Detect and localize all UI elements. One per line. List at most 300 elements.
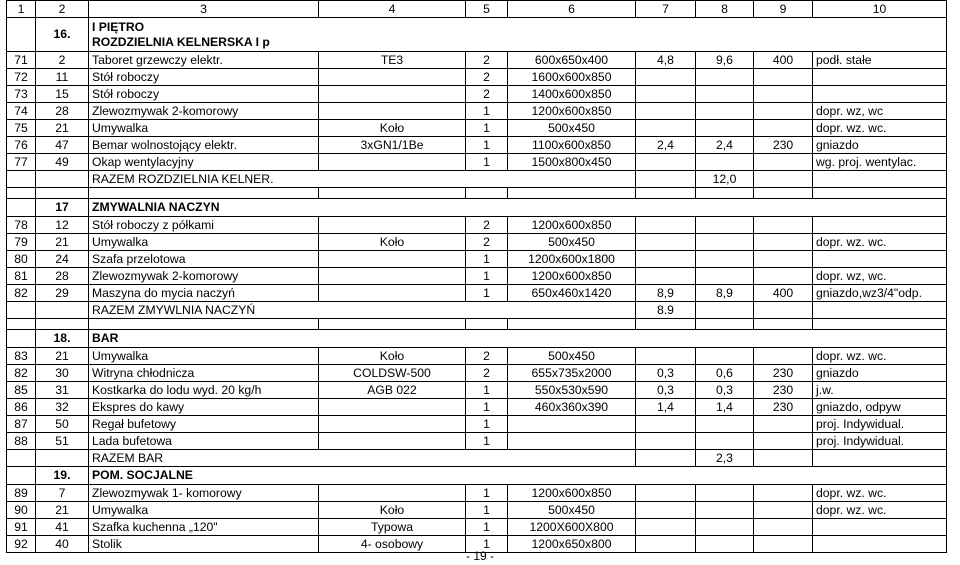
cell <box>696 302 754 319</box>
table-cell: 500x450 <box>508 120 636 137</box>
table-cell <box>319 217 466 234</box>
table-cell: 2,4 <box>636 137 696 154</box>
table-cell: Regał bufetowy <box>89 416 319 433</box>
table-cell: Stolik <box>89 536 319 553</box>
table-cell: Lada bufetowa <box>89 433 319 450</box>
table-cell: 2,4 <box>696 137 754 154</box>
table-cell: gniazdo <box>813 137 947 154</box>
section-title-line: ROZDZIELNIA KELNERSKA I p <box>92 34 270 49</box>
cell <box>754 319 813 330</box>
cell <box>466 188 508 199</box>
table-row <box>7 234 947 251</box>
table-cell: 1 <box>466 154 508 171</box>
table-cell: 1 <box>466 519 508 536</box>
table-row <box>7 268 947 285</box>
spacer-row <box>7 319 947 330</box>
table-cell: 80 <box>7 251 36 268</box>
cell <box>89 188 319 199</box>
section-title <box>89 18 947 52</box>
table-cell: 8,9 <box>636 285 696 302</box>
cell <box>696 319 754 330</box>
table-cell <box>754 69 813 86</box>
table-cell <box>319 433 466 450</box>
table-cell: dopr. wz, wc <box>813 103 947 120</box>
cell <box>7 199 36 217</box>
table-cell: Szafka kuchenna „120" <box>89 519 319 536</box>
cell <box>754 188 813 199</box>
cell <box>319 319 466 330</box>
table-cell: 41 <box>36 519 89 536</box>
table-cell: 1 <box>466 416 508 433</box>
table-row <box>7 502 947 519</box>
table-cell: 1 <box>466 268 508 285</box>
table-cell <box>696 103 754 120</box>
table-row <box>7 399 947 416</box>
cell <box>813 188 947 199</box>
table-cell: 29 <box>36 285 89 302</box>
table-cell <box>636 519 696 536</box>
total-label: RAZEM ZMYWLNIA NACZYŃ <box>89 302 636 319</box>
section-number: 17 <box>36 199 89 217</box>
table-cell <box>319 416 466 433</box>
table-row <box>7 86 947 103</box>
table-cell: 82 <box>7 285 36 302</box>
table-cell <box>319 154 466 171</box>
table-cell <box>754 433 813 450</box>
table-cell: gniazdo <box>813 365 947 382</box>
table-cell: 2 <box>466 234 508 251</box>
table-cell: 2 <box>466 52 508 69</box>
table-cell: 2 <box>466 86 508 103</box>
table-cell: 32 <box>36 399 89 416</box>
table-cell <box>754 251 813 268</box>
section-title-line: ZMYWALNIA NACZYN <box>92 200 220 215</box>
table-cell: 1 <box>466 399 508 416</box>
table-cell: Stół roboczy <box>89 69 319 86</box>
table-cell: 7 <box>36 485 89 502</box>
table-cell: 50 <box>36 416 89 433</box>
table-cell: 21 <box>36 502 89 519</box>
table-cell <box>508 416 636 433</box>
table-cell <box>319 485 466 502</box>
section-number: 16. <box>36 18 89 52</box>
table-cell <box>696 69 754 86</box>
table-cell: 24 <box>36 251 89 268</box>
table-cell: Umywalka <box>89 234 319 251</box>
table-cell <box>754 234 813 251</box>
equipment-table <box>6 0 947 553</box>
table-cell: 89 <box>7 485 36 502</box>
table-cell: 400 <box>754 52 813 69</box>
table-cell: 400 <box>754 285 813 302</box>
table-cell: 9,6 <box>696 52 754 69</box>
table-cell: 90 <box>7 502 36 519</box>
table-cell <box>636 416 696 433</box>
table-cell <box>319 285 466 302</box>
section-header-row <box>7 18 947 52</box>
cell <box>7 188 36 199</box>
table-cell <box>696 120 754 137</box>
section-number: 18. <box>36 330 89 348</box>
table-cell: 75 <box>7 120 36 137</box>
table-cell: 1600x600x850 <box>508 69 636 86</box>
table-cell: 47 <box>36 137 89 154</box>
table-cell: 1100x600x850 <box>508 137 636 154</box>
table-cell: 2 <box>36 52 89 69</box>
table-row <box>7 348 947 365</box>
table-cell <box>754 154 813 171</box>
table-cell: 500x450 <box>508 348 636 365</box>
table-cell: 86 <box>7 399 36 416</box>
column-number-row <box>7 1 947 18</box>
section-header-row <box>7 330 947 348</box>
table-cell <box>319 69 466 86</box>
table-cell: 1200x600x1800 <box>508 251 636 268</box>
total-row <box>7 450 947 467</box>
cell <box>813 302 947 319</box>
table-cell <box>636 433 696 450</box>
table-cell: 73 <box>7 86 36 103</box>
table-cell: 4- osobowy <box>319 536 466 553</box>
table-cell <box>636 69 696 86</box>
table-cell: 1,4 <box>696 399 754 416</box>
cell <box>36 319 89 330</box>
table-cell: 2 <box>466 365 508 382</box>
table-cell: 79 <box>7 234 36 251</box>
table-cell: 40 <box>36 536 89 553</box>
table-cell <box>696 268 754 285</box>
page-number: - 19 - <box>465 549 494 563</box>
table-cell: 28 <box>36 103 89 120</box>
table-cell: 230 <box>754 382 813 399</box>
cell <box>754 302 813 319</box>
table-cell <box>636 154 696 171</box>
cell <box>813 319 947 330</box>
section-title <box>89 467 947 485</box>
table-cell: 21 <box>36 120 89 137</box>
table-cell: Koło <box>319 234 466 251</box>
table-cell <box>813 519 947 536</box>
table-cell: 600x650x400 <box>508 52 636 69</box>
table-cell: 230 <box>754 399 813 416</box>
table-cell <box>636 120 696 137</box>
table-row <box>7 251 947 268</box>
table-cell: 0,3 <box>636 382 696 399</box>
table-cell: 74 <box>7 103 36 120</box>
table-cell: 1 <box>466 536 508 553</box>
cell <box>7 171 36 188</box>
column-number: 1 <box>7 1 36 18</box>
column-number: 4 <box>319 1 466 18</box>
table-cell: 1500x800x450 <box>508 154 636 171</box>
total-row <box>7 171 947 188</box>
table-cell: 91 <box>7 519 36 536</box>
table-cell: 1 <box>466 285 508 302</box>
table-cell: 30 <box>36 365 89 382</box>
table-row <box>7 103 947 120</box>
cell <box>319 188 466 199</box>
table-cell: 1 <box>466 120 508 137</box>
table-cell: 11 <box>36 69 89 86</box>
table-cell <box>319 251 466 268</box>
table-cell: 85 <box>7 382 36 399</box>
column-number: 10 <box>813 1 947 18</box>
table-cell: Koło <box>319 502 466 519</box>
table-cell <box>813 69 947 86</box>
table-cell: 21 <box>36 234 89 251</box>
table-cell: 71 <box>7 52 36 69</box>
table-cell: 21 <box>36 348 89 365</box>
table-cell: 550x530x590 <box>508 382 636 399</box>
table-row <box>7 120 947 137</box>
table-cell: 78 <box>7 217 36 234</box>
table-cell <box>636 268 696 285</box>
table-cell: 83 <box>7 348 36 365</box>
cell <box>696 188 754 199</box>
cell <box>508 188 636 199</box>
table-cell: dopr. wz. wc. <box>813 120 947 137</box>
table-cell: 1200X600X800 <box>508 519 636 536</box>
table-cell: 1200x600x850 <box>508 217 636 234</box>
table-cell: dopr. wz. wc. <box>813 348 947 365</box>
table-cell: 1 <box>466 433 508 450</box>
table-cell <box>754 86 813 103</box>
table-cell: wg. proj. wentylac. <box>813 154 947 171</box>
column-number: 6 <box>508 1 636 18</box>
cell <box>36 188 89 199</box>
table-cell <box>636 217 696 234</box>
section-header-row <box>7 199 947 217</box>
table-cell: 4,8 <box>636 52 696 69</box>
cell <box>36 450 89 467</box>
table-cell: Taboret grzewczy elektr. <box>89 52 319 69</box>
table-cell: j.w. <box>813 382 947 399</box>
table-cell: Umywalka <box>89 120 319 137</box>
table-cell: AGB 022 <box>319 382 466 399</box>
section-number: 19. <box>36 467 89 485</box>
table-cell: 230 <box>754 137 813 154</box>
column-number: 2 <box>36 1 89 18</box>
table-cell <box>754 485 813 502</box>
table-cell: gniazdo,wz3/4"odp. <box>813 285 947 302</box>
table-cell: 92 <box>7 536 36 553</box>
table-cell: 28 <box>36 268 89 285</box>
table-row <box>7 69 947 86</box>
table-cell: 1 <box>466 382 508 399</box>
cell <box>636 188 696 199</box>
table-cell <box>508 433 636 450</box>
section-title-line: BAR <box>92 331 119 346</box>
table-cell: 1 <box>466 103 508 120</box>
column-number: 3 <box>89 1 319 18</box>
section-header-row <box>7 467 947 485</box>
table-cell <box>636 348 696 365</box>
table-cell <box>319 268 466 285</box>
table-cell <box>813 217 947 234</box>
table-cell: 500x450 <box>508 502 636 519</box>
table-cell: 1 <box>466 251 508 268</box>
table-cell: 650x460x1420 <box>508 285 636 302</box>
cell <box>813 450 947 467</box>
cell <box>636 319 696 330</box>
table-cell: Koło <box>319 120 466 137</box>
cell <box>7 18 36 52</box>
table-row <box>7 217 947 234</box>
table-cell <box>636 502 696 519</box>
table-cell: 1 <box>466 502 508 519</box>
table-cell <box>754 348 813 365</box>
table-cell: 1200x650x800 <box>508 536 636 553</box>
table-cell <box>754 416 813 433</box>
table-cell: 655x735x2000 <box>508 365 636 382</box>
table-cell <box>319 86 466 103</box>
total-value: 12,0 <box>696 171 754 188</box>
table-cell <box>696 348 754 365</box>
table-cell <box>636 86 696 103</box>
table-row <box>7 52 947 69</box>
table-row <box>7 519 947 536</box>
table-cell: 500x450 <box>508 234 636 251</box>
spacer-row <box>7 188 947 199</box>
table-cell: 2 <box>466 69 508 86</box>
table-cell <box>754 519 813 536</box>
section-title <box>89 199 947 217</box>
table-cell: dopr. wz, wc. <box>813 268 947 285</box>
table-row <box>7 416 947 433</box>
table-cell: Bemar wolnostojący elektr. <box>89 137 319 154</box>
table-cell: proj. Indywidual. <box>813 416 947 433</box>
table-cell: TE3 <box>319 52 466 69</box>
table-cell: 0,3 <box>636 365 696 382</box>
table-row <box>7 154 947 171</box>
table-cell <box>813 86 947 103</box>
table-cell <box>696 485 754 502</box>
table-cell: Stół roboczy z półkami <box>89 217 319 234</box>
table-cell <box>636 234 696 251</box>
table-cell: dopr. wz. wc. <box>813 234 947 251</box>
table-cell: podł. stałe <box>813 52 947 69</box>
column-number: 5 <box>466 1 508 18</box>
cell <box>36 171 89 188</box>
cell <box>7 302 36 319</box>
table-row <box>7 382 947 399</box>
cell <box>754 171 813 188</box>
table-cell <box>636 103 696 120</box>
table-cell: 8,9 <box>696 285 754 302</box>
table-cell <box>696 234 754 251</box>
table-cell: 1200x600x850 <box>508 103 636 120</box>
table-row <box>7 365 947 382</box>
table-cell: 1,4 <box>636 399 696 416</box>
table-cell: 230 <box>754 365 813 382</box>
table-cell: 1 <box>466 485 508 502</box>
table-cell: Umywalka <box>89 348 319 365</box>
table-row <box>7 285 947 302</box>
table-cell: Zlewozmywak 2-komorowy <box>89 268 319 285</box>
table-cell: 81 <box>7 268 36 285</box>
table-cell: Szafa przelotowa <box>89 251 319 268</box>
table-cell: 2 <box>466 348 508 365</box>
section-title <box>89 330 947 348</box>
table-cell <box>696 416 754 433</box>
table-cell: 82 <box>7 365 36 382</box>
table-row <box>7 433 947 450</box>
table-cell <box>754 217 813 234</box>
table-cell: Stół roboczy <box>89 86 319 103</box>
total-value: 8.9 <box>636 302 696 319</box>
cell <box>36 302 89 319</box>
total-value: 2,3 <box>696 450 754 467</box>
section-title-line: I PIĘTRO <box>92 20 145 35</box>
cell <box>7 467 36 485</box>
table-cell <box>696 251 754 268</box>
cell <box>813 171 947 188</box>
table-row <box>7 137 947 154</box>
table-cell <box>754 120 813 137</box>
cell <box>636 450 696 467</box>
table-cell: 12 <box>36 217 89 234</box>
column-number: 9 <box>754 1 813 18</box>
total-label: RAZEM BAR <box>89 450 636 467</box>
table-cell: 15 <box>36 86 89 103</box>
table-cell <box>636 251 696 268</box>
table-cell: Witryna chłodnicza <box>89 365 319 382</box>
table-cell: COLDSW-500 <box>319 365 466 382</box>
total-label: RAZEM ROZDZIELNIA KELNER. <box>89 171 636 188</box>
table-cell: Typowa <box>319 519 466 536</box>
table-cell: Maszyna do mycia naczyń <box>89 285 319 302</box>
cell <box>466 319 508 330</box>
table-cell: 87 <box>7 416 36 433</box>
table-cell <box>319 103 466 120</box>
table-cell <box>696 433 754 450</box>
cell <box>636 171 696 188</box>
cell <box>754 450 813 467</box>
table-cell: 31 <box>36 382 89 399</box>
table-cell <box>696 519 754 536</box>
table-cell <box>813 251 947 268</box>
table-cell: Umywalka <box>89 502 319 519</box>
column-number: 8 <box>696 1 754 18</box>
table-cell: 49 <box>36 154 89 171</box>
table-cell: 1400x600x850 <box>508 86 636 103</box>
table-cell: 1200x600x850 <box>508 268 636 285</box>
table-cell: dopr. wz. wc. <box>813 502 947 519</box>
table-cell: Koło <box>319 348 466 365</box>
table-cell: 88 <box>7 433 36 450</box>
table-cell <box>754 502 813 519</box>
table-cell: dopr. wz. wc. <box>813 485 947 502</box>
table-cell: Okap wentylacyjny <box>89 154 319 171</box>
table-cell: Zlewozmywak 1- komorowy <box>89 485 319 502</box>
cell <box>508 319 636 330</box>
table-cell: Kostkarka do lodu wyd. 20 kg/h <box>89 382 319 399</box>
table-cell: gniazdo, odpyw <box>813 399 947 416</box>
table-cell: 460x360x390 <box>508 399 636 416</box>
table-cell: 1 <box>466 137 508 154</box>
table-cell: 51 <box>36 433 89 450</box>
table-cell: 0,3 <box>696 382 754 399</box>
cell <box>7 330 36 348</box>
table-cell: 3xGN1/1Be <box>319 137 466 154</box>
section-title-line: POM. SOCJALNE <box>92 468 193 483</box>
table-cell: 2 <box>466 217 508 234</box>
table-cell: 76 <box>7 137 36 154</box>
table-cell <box>754 103 813 120</box>
table-cell: Zlewozmywak 2-komorowy <box>89 103 319 120</box>
table-cell <box>696 502 754 519</box>
cell <box>7 450 36 467</box>
